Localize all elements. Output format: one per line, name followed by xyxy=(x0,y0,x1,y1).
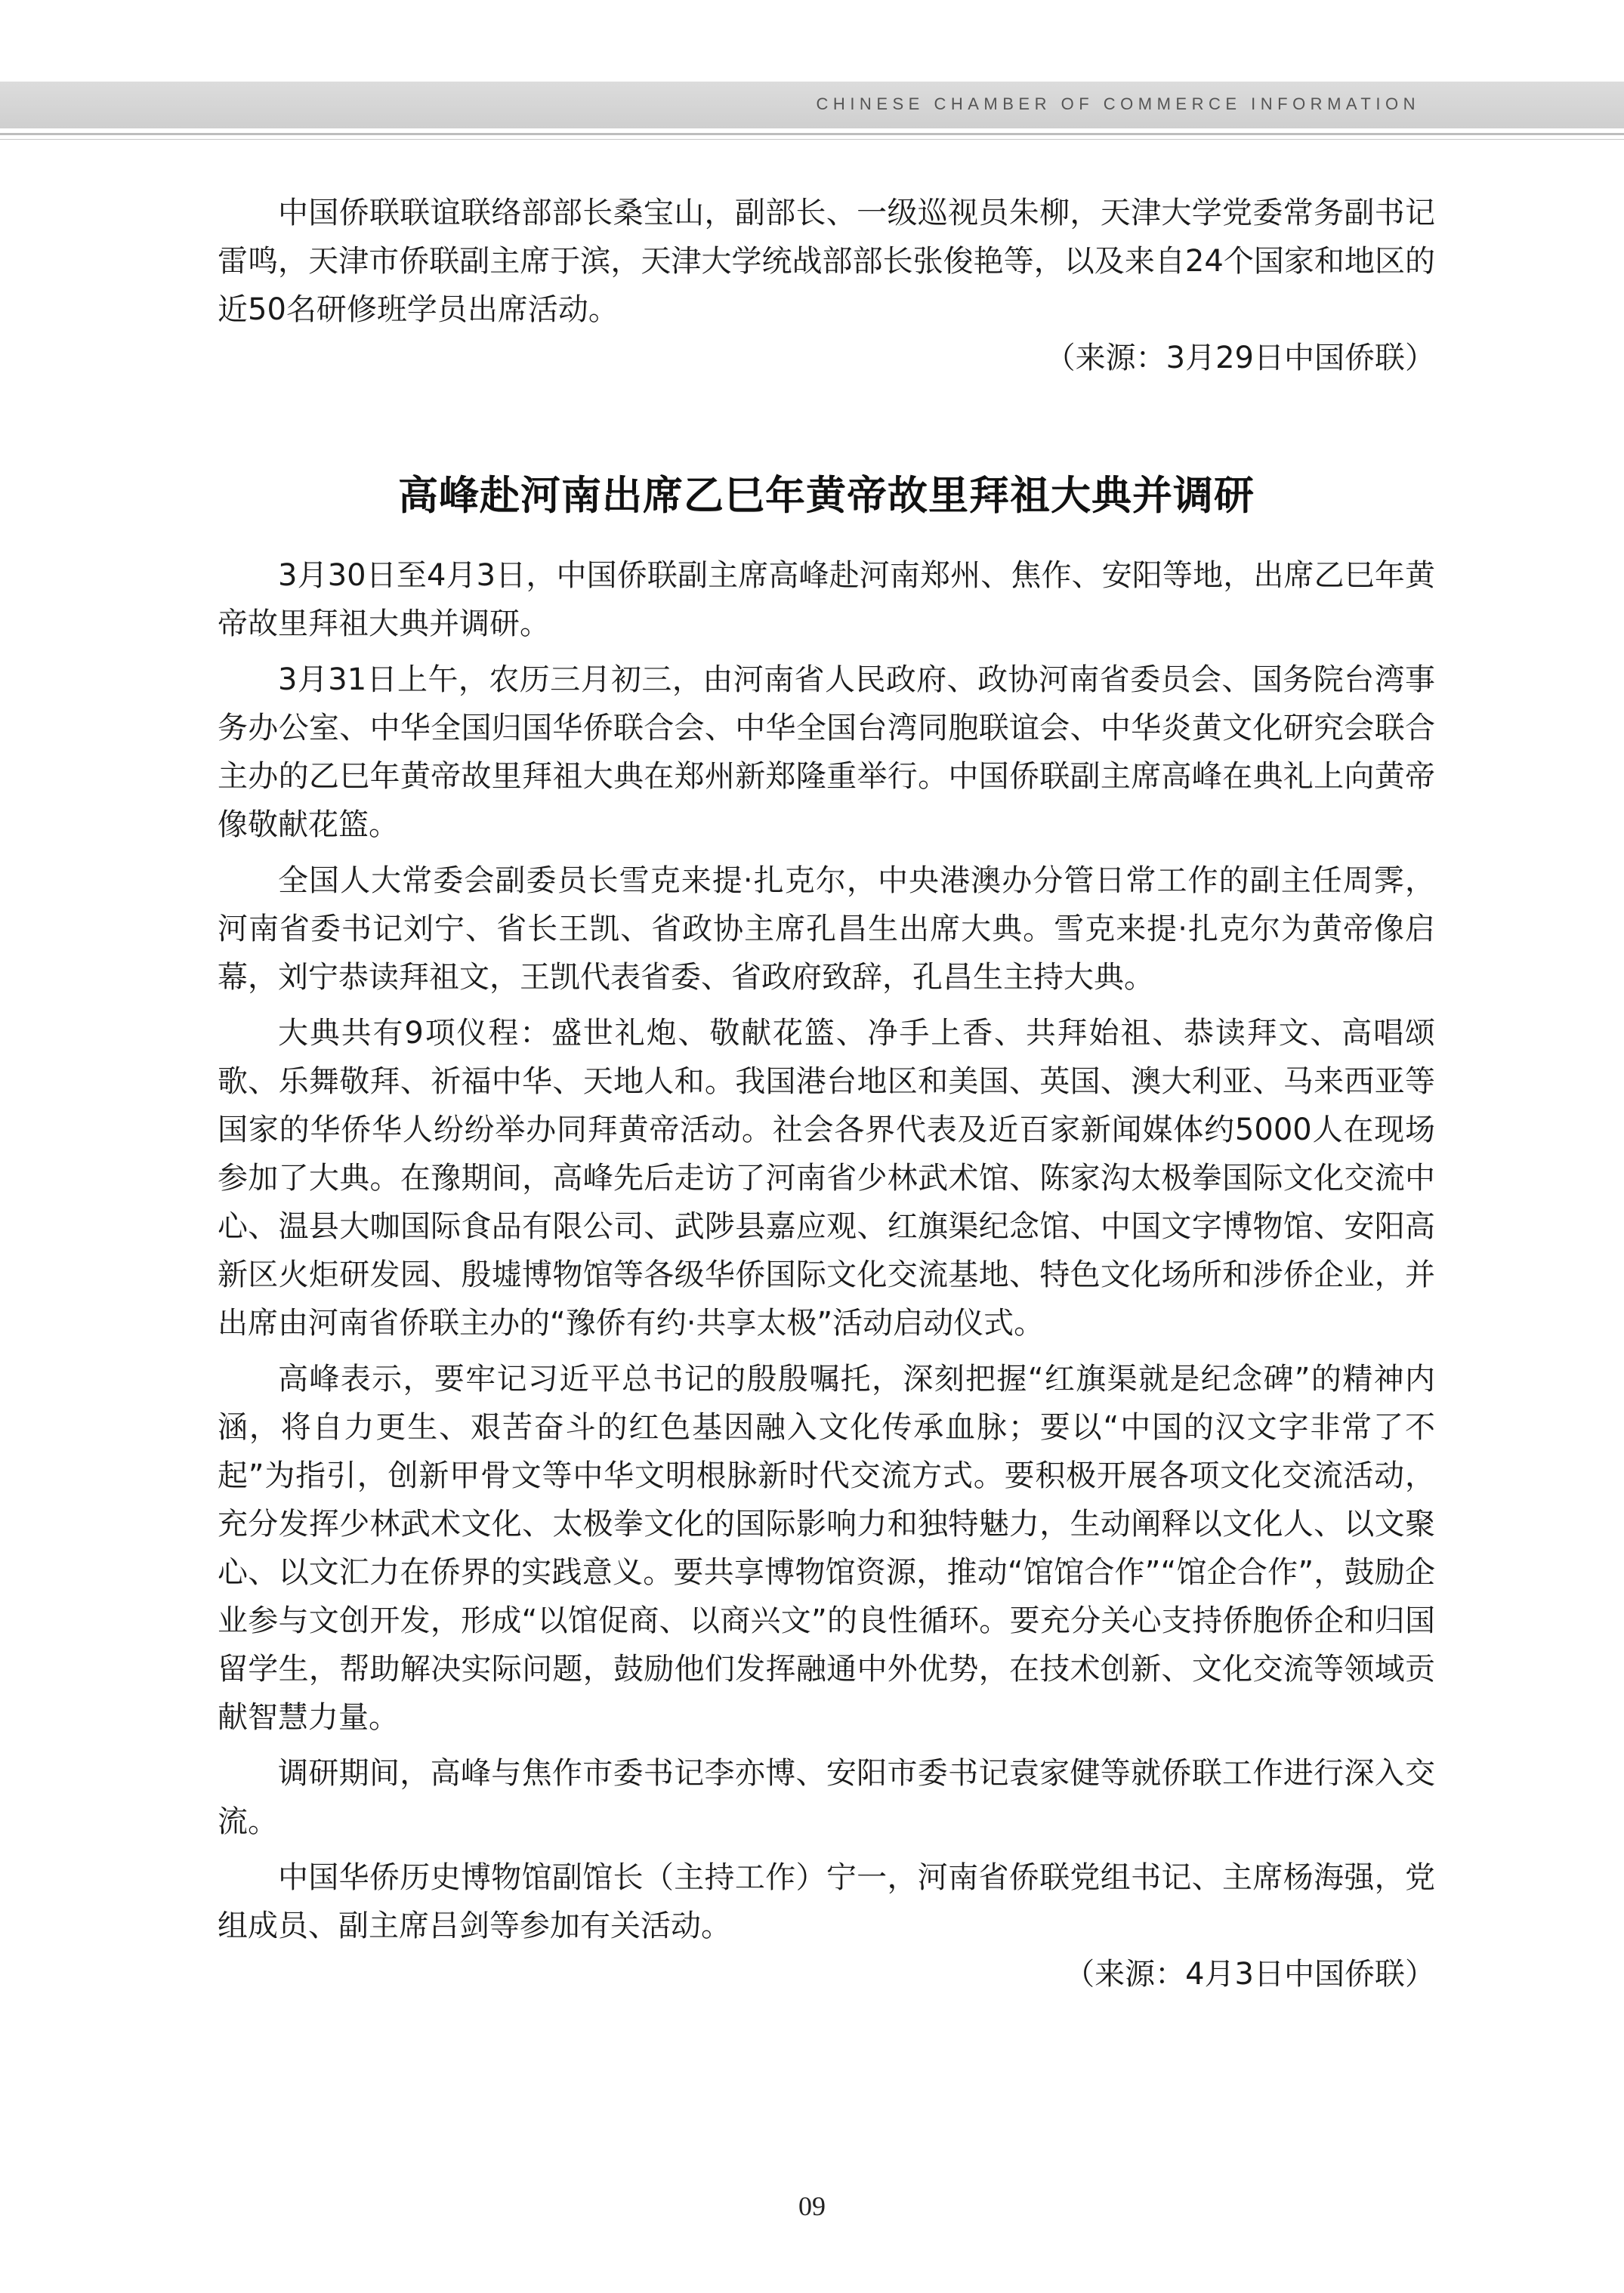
article-paragraph: 3月30日至4月3日，中国侨联副主席高峰赴河南郑州、焦作、安阳等地，出席乙巳年黄帝故里拜祖大典并调研。 xyxy=(218,558,1435,641)
article-paragraph: 大典共有9项仪程：盛世礼炮、敬献花篮、净手上香、共拜始祖、恭读拜文、高唱颂歌、乐舞敬拜、祈福中华、天地人和。我国港台地区和美国、英国、澳大利亚、马来西亚等国家的华侨华人纷纷举办同拜黄帝活动。社会各界代表及近百家新闻媒体约5000人在现场参加了大典。在豫期间，高峰先后走访了河南省少林武术馆、陈家沟太极拳国际文化交流中心、温县大咖国际食品有限公司、武陟县嘉应观、红旗渠纪念馆、中国文字博物馆、安阳高新区火炬研发园、殷墟博物馆等各级华侨国际文化交流基地、特色文化场所和涉侨企业，并出席由河南省侨联主办的“豫侨有约·共享太极”活动启动仪式。 xyxy=(218,1016,1435,1341)
header-divider xyxy=(0,133,1624,135)
journal-title: CHINESE CHAMBER OF COMMERCE INFORMATION xyxy=(816,94,1420,113)
article-paragraph: 3月31日上午，农历三月初三，由河南省人民政府、政协河南省委员会、国务院台湾事务办公室、中华全国归国华侨联合会、中华全国台湾同胞联谊会、中华炎黄文化研究会联合主办的乙巳年黄帝故里拜祖大典在郑州新郑隆重举行。中国侨联副主席高峰在典礼上向黄帝像敬献花篮。 xyxy=(218,662,1435,842)
article-paragraph: 高峰表示，要牢记习近平总书记的殷殷嘱托，深刻把握“红旗渠就是纪念碑”的精神内涵，将自力更生、艰苦奋斗的红色基因融入文化传承血脉；要以“中国的汉文字非常了不起”为指引，创新甲骨文等中华文明根脉新时代交流方式。要积极开展各项文化交流活动，充分发挥少林武术文化、太极拳文化的国际影响力和独特魅力，生动阐释以文化人、以文聚心、以文汇力在侨界的实践意义。要共享博物馆资源，推动“馆馆合作”“馆企合作”，鼓励企业参与文创开发，形成“以馆促商、以商兴文”的良性循环。要充分关心支持侨胞侨企和归国留学生，帮助解决实际问题，鼓励他们发挥融通中外优势，在技术创新、文化交流等领域贡献智慧力量。 xyxy=(218,1362,1435,1735)
article-paragraph: 全国人大常委会副委员长雪克来提·扎克尔，中央港澳办分管日常工作的副主任周霁，河南省委书记刘宁、省长王凯、省政协主席孔昌生出席大典。雪克来提·扎克尔为黄帝像启幕，刘宁恭读拜祖文，王凯代表省委、省政府致辞，孔昌生主持大典。 xyxy=(218,863,1435,995)
page-content xyxy=(218,189,1435,1998)
header-divider-thin xyxy=(0,139,1624,140)
article-title: 高峰赴河南出席乙巳年黄帝故里拜祖大典并调研 xyxy=(398,473,1255,519)
previous-article-source: （来源：3月29日中国侨联） xyxy=(1045,341,1435,375)
previous-article-paragraph: 中国侨联联谊联络部部长桑宝山，副部长、一级巡视员朱柳，天津大学党委常务副书记雷鸣，天津市侨联副主席于滨，天津大学统战部部长张俊艳等，以及来自24个国家和地区的近50名研修班学员出席活动。 xyxy=(218,196,1435,327)
article-source: （来源：4月3日中国侨联） xyxy=(1064,1957,1435,1992)
article-paragraph: 中国华侨历史博物馆副馆长（主持工作）宁一，河南省侨联党组书记、主席杨海强，党组成员、副主席吕剑等参加有关活动。 xyxy=(218,1860,1435,1943)
page-number: 09 xyxy=(798,2191,826,2221)
article-paragraph: 调研期间，高峰与焦作市委书记李亦博、安阳市委书记袁家健等就侨联工作进行深入交流。 xyxy=(218,1756,1435,1839)
